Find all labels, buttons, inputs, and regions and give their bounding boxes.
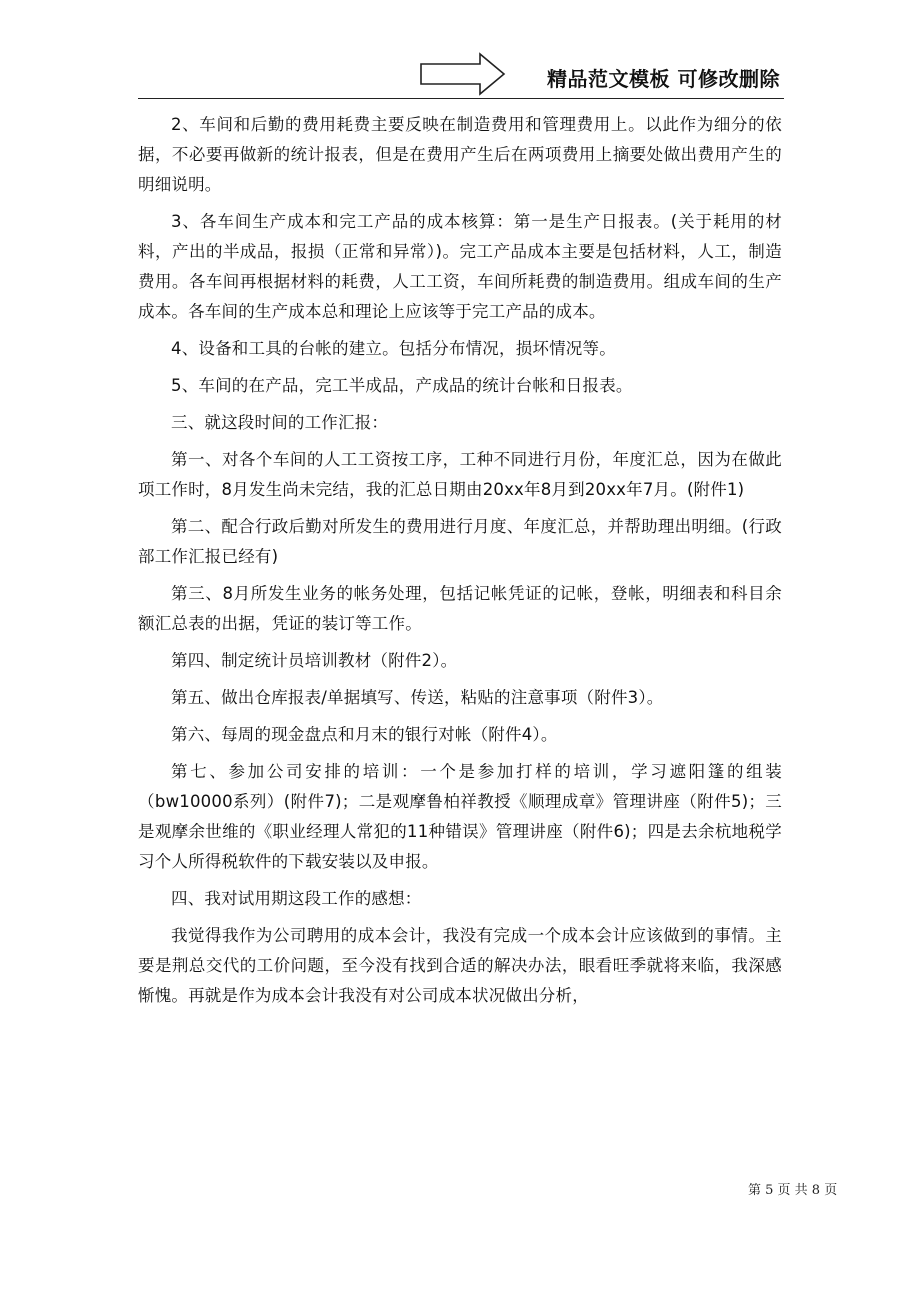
section-heading: 四、我对试用期这段工作的感想： xyxy=(171,889,422,908)
page-number: 第 5 页 共 8 页 xyxy=(748,1183,838,1198)
paragraph: 我觉得我作为公司聘用的成本会计，我没有完成一个成本会计应该做到的事情。主要是荆总交代的工价问题，至今没有找到合适的解决办法，眼看旺季就将来临，我深感惭愧。再就是作为成本会计我没有对公司成本状况做出分析， xyxy=(138,926,782,1005)
paragraph: 第二、配合行政后勤对所发生的费用进行月度、年度汇总，并帮助理出明细。(行政部工作汇报已经有) xyxy=(138,517,782,566)
paragraph: 第四、制定统计员培训教材（附件2）。 xyxy=(171,651,458,670)
page-header xyxy=(138,50,784,99)
paragraph: 第七、参加公司安排的培训：一个是参加打样的培训，学习遮阳篷的组装（bw10000系列）(附件7)；二是观摩鲁柏祥教授《顺理成章》管理讲座（附件5)；三是观摩余世维的《职业经理人常犯的11种错误》管理讲座（附件6)；四是去余杭地税学习个人所得税软件的下载安装以及申报。 xyxy=(138,762,782,871)
right-arrow-icon xyxy=(420,52,506,96)
header-title: 精品范文模板 可修改删除 xyxy=(547,67,780,91)
paragraph: 第三、8月所发生业务的帐务处理，包括记帐凭证的记帐，登帐，明细表和科目余额汇总表的出据，凭证的装订等工作。 xyxy=(138,584,782,633)
document-body xyxy=(138,110,782,1018)
paragraph: 2、车间和后勤的费用耗费主要反映在制造费用和管理费用上。以此作为细分的依据，不必要再做新的统计报表，但是在费用产生后在两项费用上摘要处做出费用产生的明细说明。 xyxy=(138,115,782,194)
paragraph: 第五、做出仓库报表/单据填写、传送，粘贴的注意事项（附件3）。 xyxy=(171,688,664,707)
paragraph: 3、各车间生产成本和完工产品的成本核算：第一是生产日报表。(关于耗用的材料，产出的半成品，报损（正常和异常）)。完工产品成本主要是包括材料，人工，制造费用。各车间再根据材料的耗费，人工工资，车间所耗费的制造费用。组成车间的生产成本。各车间的生产成本总和理论上应该等于完工产品的成本。 xyxy=(138,212,782,321)
section-heading: 三、就这段时间的工作汇报： xyxy=(171,413,389,432)
paragraph: 5、车间的在产品，完工半成品，产成品的统计台帐和日报表。 xyxy=(171,376,633,395)
paragraph: 第六、每周的现金盘点和月末的银行对帐（附件4）。 xyxy=(171,725,558,744)
paragraph: 4、设备和工具的台帐的建立。包括分布情况，损坏情况等。 xyxy=(171,339,616,358)
paragraph: 第一、对各个车间的人工工资按工序，工种不同进行月份，年度汇总，因为在做此项工作时，8月发生尚未完结，我的汇总日期由20xx年8月到20xx年7月。(附件1) xyxy=(138,450,782,499)
